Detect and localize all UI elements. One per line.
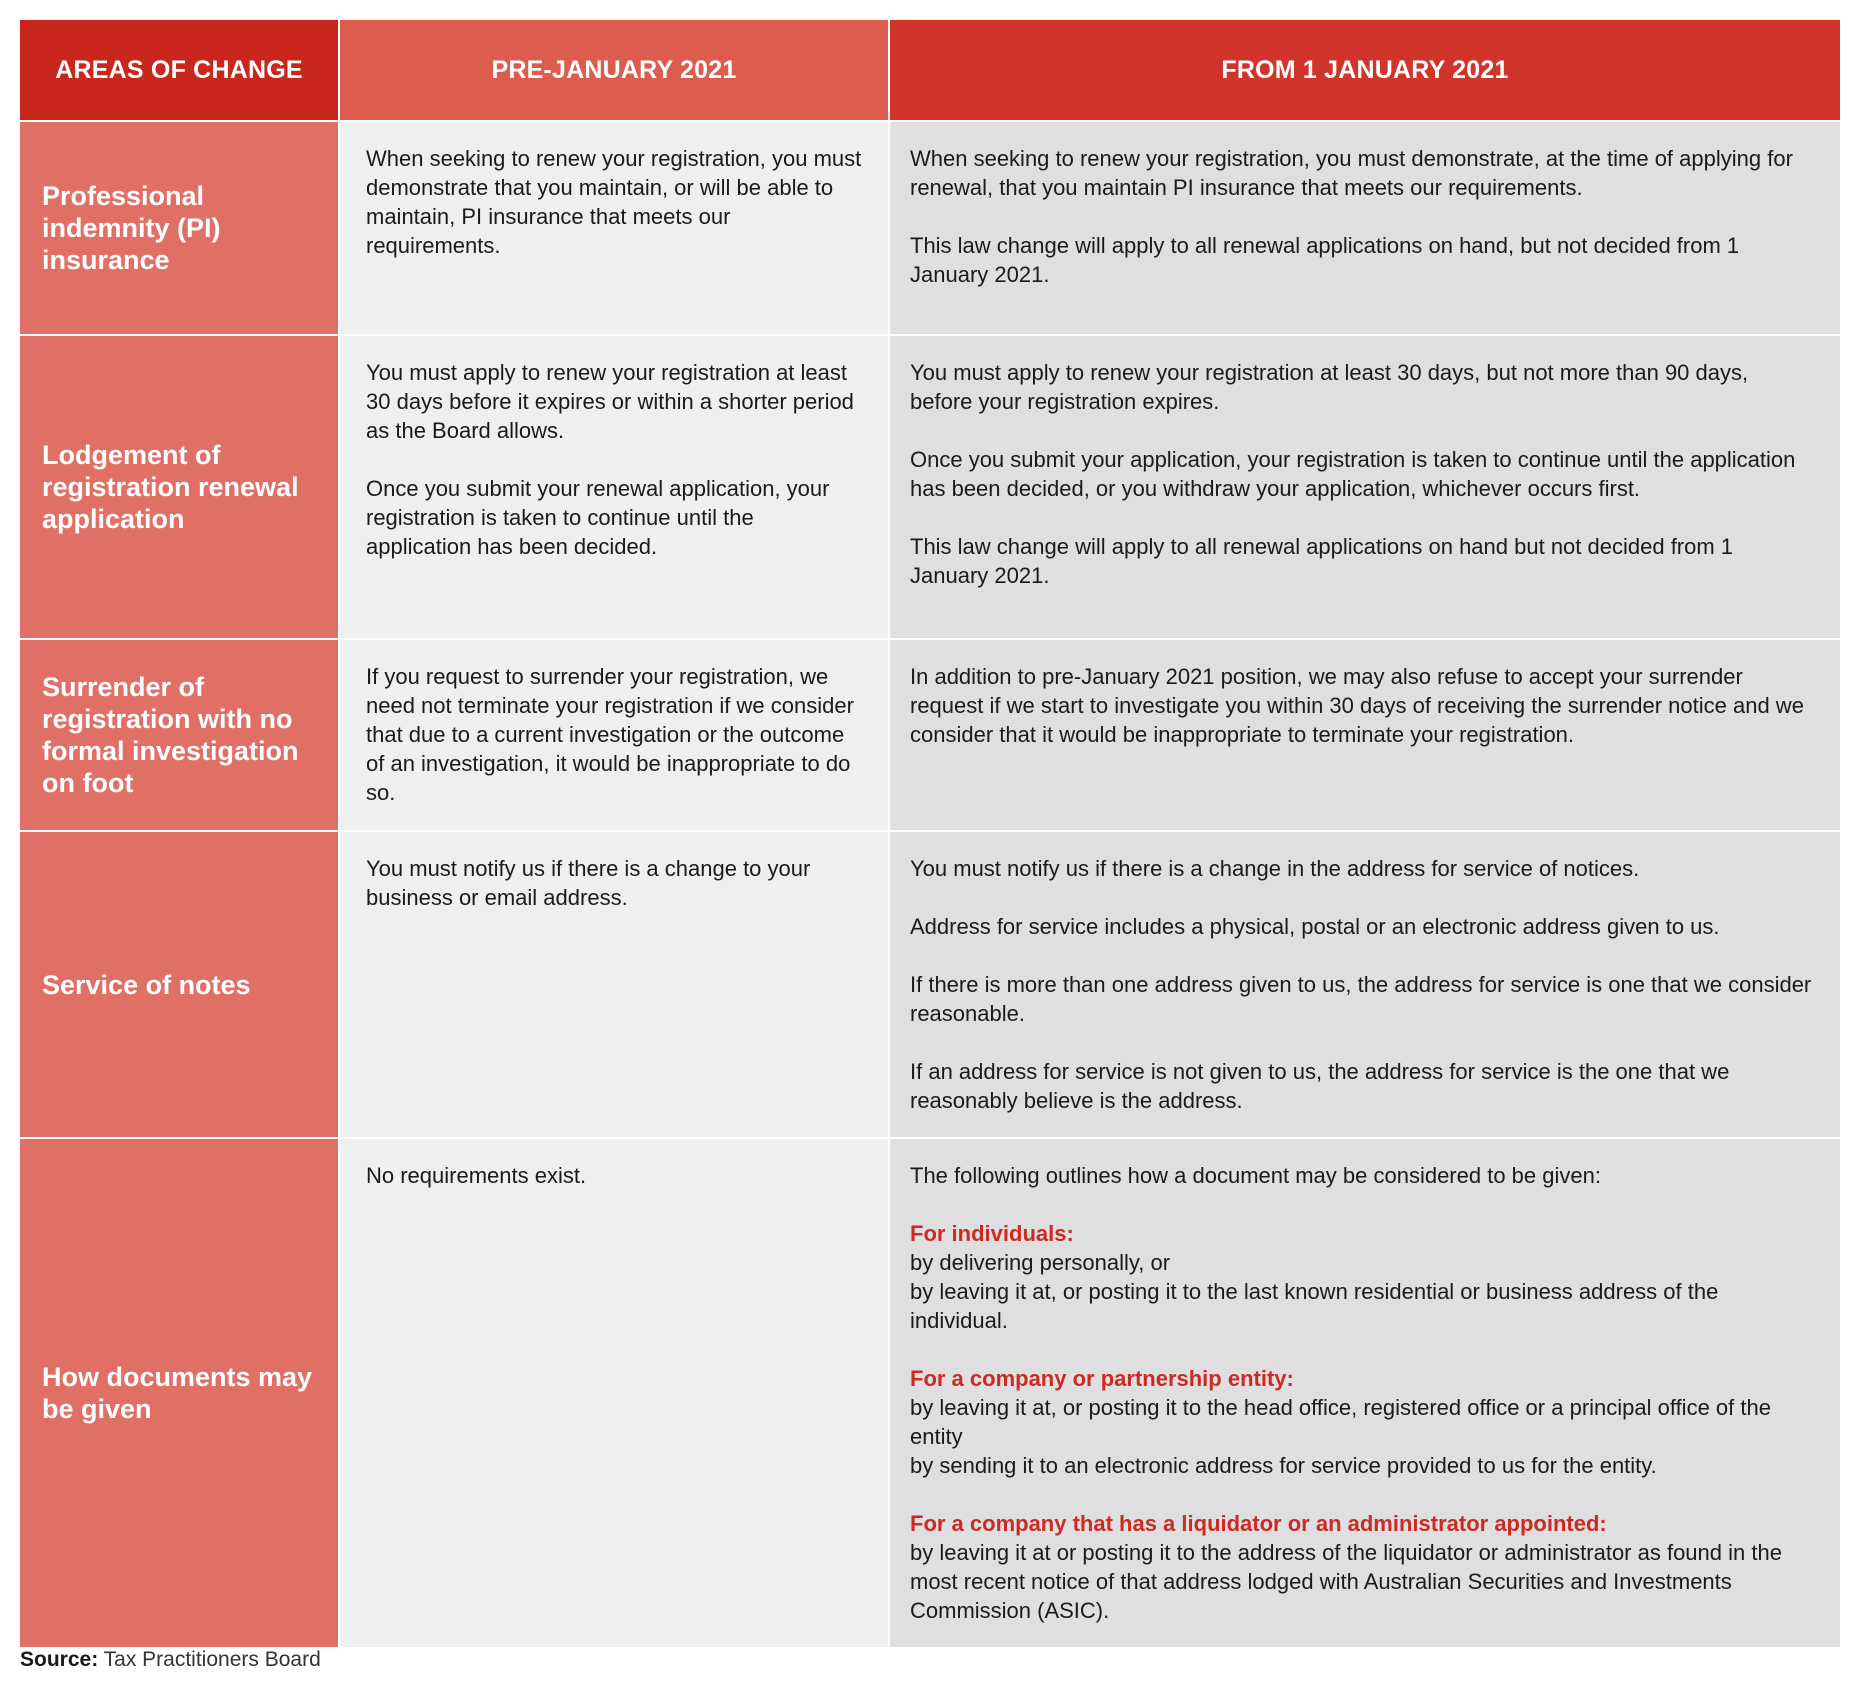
section-line: by leaving it at or posting it to the address of the liquidator or administrator as found in the most recent notice of that address lodged with Australian Securities and Investments Commission (ASIC). xyxy=(910,1540,1782,1623)
pre-paragraph: Once you submit your renewal application, your registration is taken to continue until the application has been decided. xyxy=(366,476,830,559)
from-paragraph: This law change will apply to all renewal applications on hand, but not decided from 1 January 2021. xyxy=(910,233,1740,287)
pre-cell-pi-insurance xyxy=(340,122,888,334)
section-title: For a company or partnership entity: xyxy=(910,1366,1294,1391)
source-label: Source: xyxy=(20,1648,99,1671)
pre-paragraph: No requirements exist. xyxy=(366,1163,587,1188)
area-cell-lodgement: Lodgement of registration renewal application xyxy=(20,336,338,638)
section-title: For individuals: xyxy=(910,1221,1074,1246)
section-line: by leaving it at, or posting it to the head office, registered office or a principal office of the entity xyxy=(910,1395,1771,1449)
from-paragraph: If there is more than one address given to us, the address for service is one that we consider reasonable. xyxy=(910,972,1812,1026)
from-section-liquidator xyxy=(910,1509,1814,1625)
section-line: by sending it to an electronic address for service provided to us for the entity. xyxy=(910,1453,1657,1478)
section-line: by leaving it at, or posting it to the last known residential or business address of the individual. xyxy=(910,1279,1719,1333)
header-from-1-january-2021: FROM 1 JANUARY 2021 xyxy=(890,20,1840,120)
pre-paragraph: When seeking to renew your registration, you must demonstrate that you maintain, or will be able to maintain, PI insurance that meets our requirements. xyxy=(366,146,862,258)
area-cell-pi-insurance: Professional indemnity (PI) insurance xyxy=(20,122,338,334)
from-paragraph: This law change will apply to all renewal applications on hand but not decided from 1 January 2021. xyxy=(910,534,1734,588)
from-cell-lodgement xyxy=(890,336,1840,638)
pre-paragraph: You must apply to renew your registration at least 30 days before it expires or within a shorter period as the Board allows. xyxy=(366,360,854,443)
from-paragraph: When seeking to renew your registration, you must demonstrate, at the time of applying for renewal, that you maintain PI insurance that meets our requirements. xyxy=(910,146,1793,200)
from-paragraph: If an address for service is not given to us, the address for service is the one that we reasonably believe is the address. xyxy=(910,1059,1730,1113)
area-cell-surrender: Surrender of registration with no formal investigation on foot xyxy=(20,640,338,830)
from-section-company-partnership xyxy=(910,1364,1814,1480)
from-paragraph: You must notify us if there is a change in the address for service of notices. xyxy=(910,856,1640,881)
section-line: by delivering personally, or xyxy=(910,1250,1171,1275)
from-cell-how-documents xyxy=(890,1139,1840,1647)
header-pre-january-2021: PRE-JANUARY 2021 xyxy=(340,20,888,120)
pre-cell-service-of-notes xyxy=(340,832,888,1137)
from-paragraph: Address for service includes a physical, postal or an electronic address given to us. xyxy=(910,914,1720,939)
pre-cell-lodgement xyxy=(340,336,888,638)
source-note xyxy=(20,1648,321,1672)
from-cell-pi-insurance xyxy=(890,122,1840,334)
from-paragraph: You must apply to renew your registration at least 30 days, but not more than 90 days, before your registration expires. xyxy=(910,360,1749,414)
pre-paragraph: If you request to surrender your registration, we need not terminate your registration if we consider that due to a current investigation or the outcome of an investigation, it would be inappropriate to do so. xyxy=(366,664,854,805)
from-section-individuals xyxy=(910,1219,1814,1335)
source-text: Tax Practitioners Board xyxy=(103,1648,321,1671)
from-cell-surrender xyxy=(890,640,1840,830)
from-paragraph: In addition to pre-January 2021 position, we may also refuse to accept your surrender request if we start to investigate you within 30 days of receiving the surrender notice and we consider that it would be inappropriate to terminate your registration. xyxy=(910,664,1804,747)
area-cell-how-documents: How documents may be given xyxy=(20,1139,338,1647)
header-areas-of-change: AREAS OF CHANGE xyxy=(20,20,338,120)
from-paragraph: Once you submit your application, your registration is taken to continue until the application has been decided, or you withdraw your application, whichever occurs first. xyxy=(910,447,1796,501)
from-intro: The following outlines how a document may be considered to be given: xyxy=(910,1163,1601,1188)
comparison-table xyxy=(20,20,1836,1647)
pre-paragraph: You must notify us if there is a change to your business or email address. xyxy=(366,856,811,910)
from-cell-service-of-notes xyxy=(890,832,1840,1137)
section-title: For a company that has a liquidator or an administrator appointed: xyxy=(910,1511,1607,1536)
pre-cell-how-documents xyxy=(340,1139,888,1647)
pre-cell-surrender xyxy=(340,640,888,830)
area-cell-service-of-notes: Service of notes xyxy=(20,832,338,1137)
